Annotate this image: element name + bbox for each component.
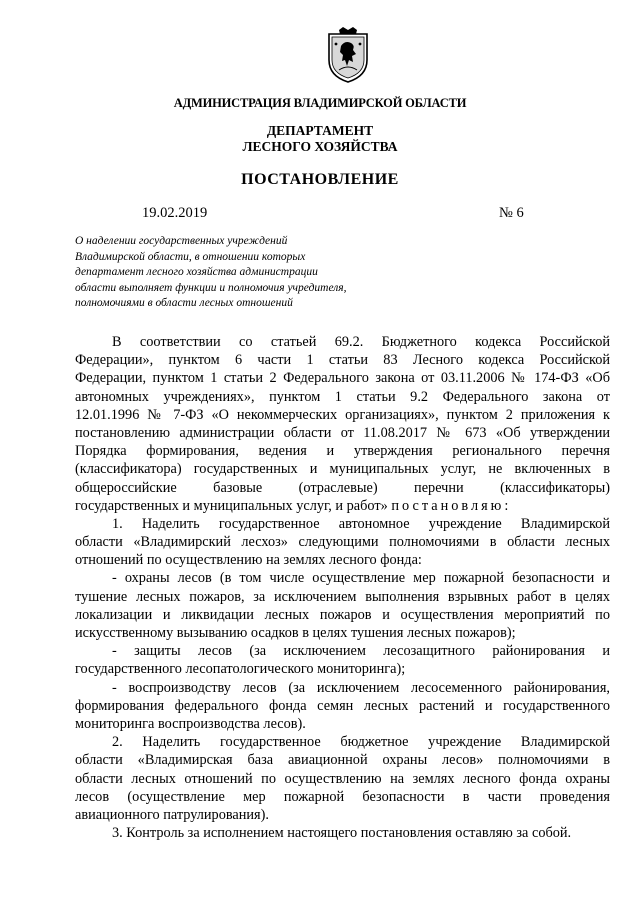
bullet-line: формирования федерального фонда семян лесных растений и государственного: [75, 697, 610, 714]
body-line: 12.01.1996 № 7-ФЗ «О некоммерческих организациях», пунктом 2 приложения к: [75, 406, 610, 423]
body-line: Федерации, пунктом 1 статьи 2 Федерального закона от 03.11.2006 № 174-ФЗ «Об: [75, 370, 610, 387]
body-line-text: государственных и муниципальных услуг, и работ»: [75, 497, 388, 514]
clause-2-line: области «Владимирская база авиационной охраны лесов» полномочиями в: [75, 752, 610, 769]
clause-1-line: отношений по осуществлению на землях лесного фонда:: [75, 552, 422, 569]
body-line: автономных учреждениях», пунктом 1 статьи 9.2 Федерального закона от: [75, 388, 610, 405]
bullet-line: - защиты лесов (за исключением лесозащитного районирования и: [112, 643, 610, 660]
subject-line: департамент лесного хозяйства администрации: [75, 266, 318, 278]
coat-of-arms-emblem: [325, 26, 371, 84]
bullet-line: тушение лесных пожаров, за исключением выполнения взрывных работ в целях: [75, 588, 610, 605]
bullet-line: мониторинга воспроизводства лесов).: [75, 715, 306, 732]
document-date: 19.02.2019: [142, 205, 208, 221]
clause-2-line: лесов (осуществление мер пожарной безопасности в части проведения: [75, 788, 610, 805]
clause-2-line: 2. Наделить государственное бюджетное учреждение Владимирской: [112, 734, 610, 751]
department-heading-line-1: ДЕПАРТАМЕНТ: [266, 123, 374, 138]
clause-2-line: авиационного патрулирования).: [75, 806, 269, 823]
subject-line: О наделении государственных учреждений: [75, 235, 288, 247]
department-heading-line-2: ЛЕСНОГО ХОЗЯЙСТВА: [242, 139, 398, 154]
subject-line: области выполняет функции и полномочия учредителя,: [75, 281, 347, 294]
document-type-title: ПОСТАНОВЛЕНИЕ: [241, 171, 399, 188]
body-line: Федерации», пунктом 6 части 1 статьи 83 Лесного кодекса Российской: [75, 352, 610, 369]
clause-1-line: области «Владимирский лесхоз» следующими полномочиями в области лесных: [75, 534, 610, 551]
body-line: (классификатора) государственных и муниципальных услуг, не включенных в: [75, 461, 610, 478]
body-line: Порядка формирования, ведения и утверждения регионального перечня: [75, 443, 610, 460]
bullet-line: - воспроизводству лесов (за исключением лесосеменного районирования,: [112, 679, 610, 696]
body-line: В соответствии со статьей 69.2. Бюджетного кодекса Российской: [112, 334, 610, 350]
clause-1-line: 1. Наделить государственное автономное учреждение Владимирской: [112, 515, 610, 532]
resolution-keyword: постановляю:: [391, 497, 512, 514]
body-line: постановлению администрации области от 11.08.2017 № 673 «Об утверждении: [75, 424, 610, 441]
administration-heading: АДМИНИСТРАЦИЯ ВЛАДИМИРСКОЙ ОБЛАСТИ: [173, 96, 467, 110]
document-subject: [75, 234, 395, 312]
subject-line: полномочиями в области лесных отношений: [75, 297, 293, 309]
bullet-line: государственного лесопатологического мониторинга);: [75, 661, 406, 678]
document-body: [75, 333, 610, 842]
body-line: общероссийские базовые (отраслевые) перечни (классификаторы): [75, 479, 610, 496]
bullet-line: локализации и ликвидации лесных пожаров и осуществления мероприятий по: [75, 606, 610, 623]
body-line-resolution: [75, 497, 610, 515]
document-number: № 6: [499, 205, 524, 221]
clause-2-line: области лесных отношений по осуществлению на землях лесного фонда охраны: [75, 770, 610, 787]
clause-3-line: 3. Контроль за исполнением настоящего постановления оставляю за собой.: [112, 825, 572, 842]
subject-line: Владимирской области, в отношении которых: [75, 250, 306, 263]
bullet-line: - охраны лесов (в том числе осуществление мер пожарной безопасности и: [112, 570, 610, 587]
bullet-line: искусственному вызыванию осадков в целях тушения лесных пожаров);: [75, 625, 516, 641]
